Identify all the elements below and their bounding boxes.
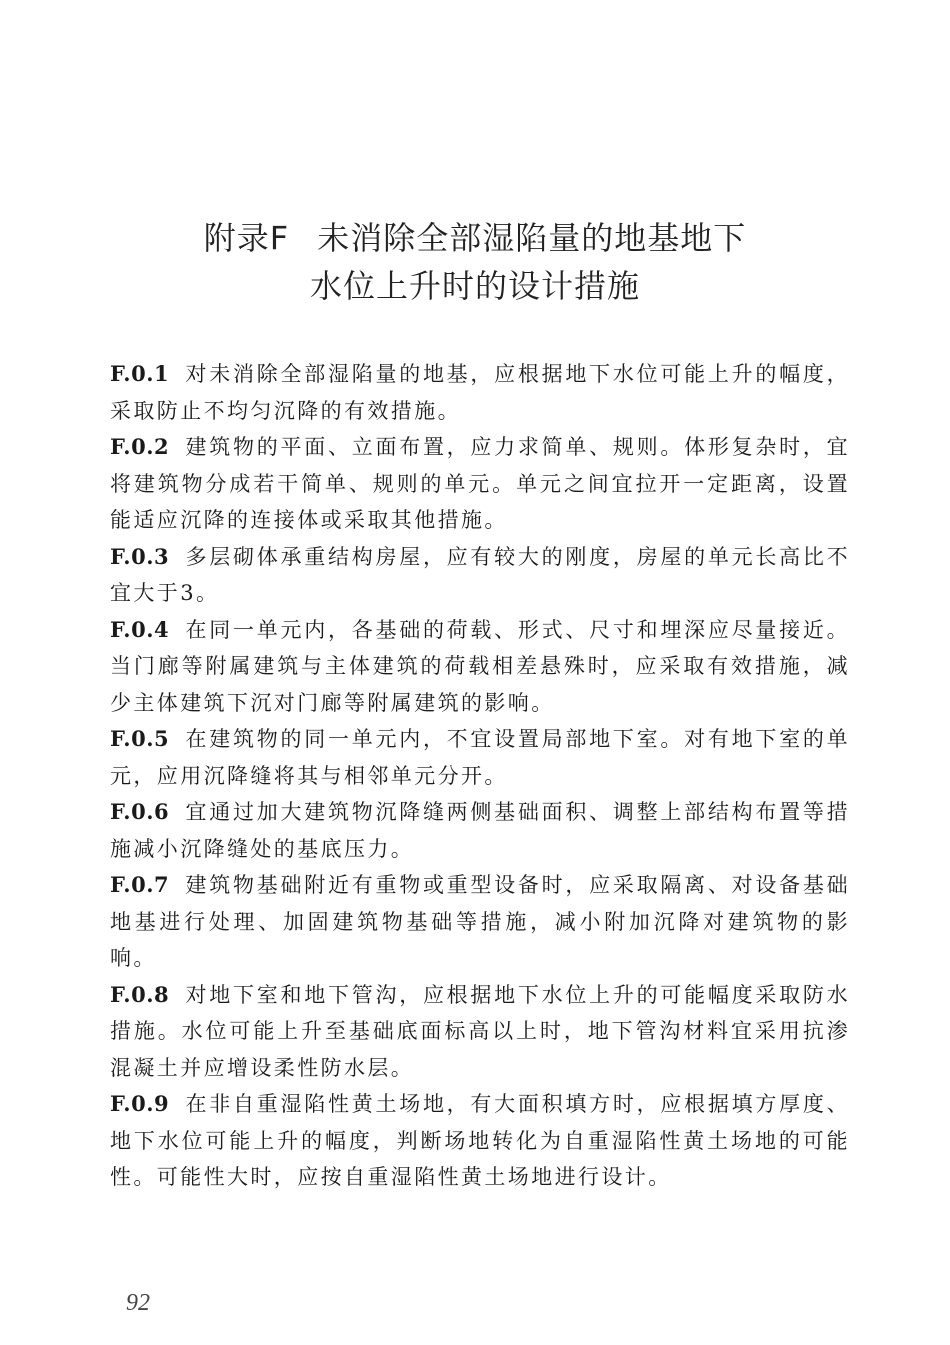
clause-text: 建筑物的平面、立面布置，应力求简单、规则。体形复杂时，宜将建筑物分成若干简单、规则的单元。单元之间宜拉开一定距离，设置能适应沉降的连接体或采取其他措施。 xyxy=(110,435,850,532)
page-number: 92 xyxy=(126,1290,150,1316)
clause-text: 在非自重湿陷性黄土场地，有大面积填方时，应根据填方厚度、地下水位可能上升的幅度，判断场地转化为自重湿陷性黄土场地的可能性。可能性大时，应按自重湿陷性黄土场地进行设计。 xyxy=(110,1092,850,1189)
clause-f-0-3 xyxy=(110,539,850,612)
clause-number: F.0.1 xyxy=(110,361,170,386)
appendix-title-line-1 xyxy=(0,218,950,258)
clause-f-0-9 xyxy=(110,1086,850,1196)
clause-f-0-8 xyxy=(110,977,850,1087)
clause-number: F.0.2 xyxy=(110,434,170,459)
clause-text: 在同一单元内，各基础的荷载、形式、尺寸和埋深应尽量接近。当门廊等附属建筑与主体建筑的荷载相差悬殊时，应采取有效措施，减少主体建筑下沉对门廊等附属建筑的影响。 xyxy=(110,617,850,715)
clause-text: 对地下室和地下管沟，应根据地下水位上升的可能幅度采取防水措施。水位可能上升至基础底面标高以上时，地下管沟材料宜采用抗渗混凝土并应增设柔性防水层。 xyxy=(110,982,850,1080)
clause-number: F.0.9 xyxy=(110,1091,170,1116)
appendix-label: 附录F xyxy=(203,219,290,257)
clause-number: F.0.7 xyxy=(110,872,170,897)
clause-f-0-7 xyxy=(110,867,850,977)
clause-number: F.0.5 xyxy=(110,726,170,751)
clause-f-0-4 xyxy=(110,612,850,722)
clause-number: F.0.4 xyxy=(110,616,170,642)
clause-text: 多层砌体承重结构房屋，应有较大的刚度，房屋的单元长高比不宜大于3。 xyxy=(110,544,850,605)
clause-list xyxy=(110,356,850,1196)
clause-number: F.0.6 xyxy=(110,799,170,824)
clause-f-0-5 xyxy=(110,721,850,794)
appendix-title-line-2 xyxy=(0,266,950,306)
clause-f-0-6 xyxy=(110,794,850,867)
clause-number: F.0.3 xyxy=(110,543,170,569)
clause-number: F.0.8 xyxy=(110,981,170,1007)
clause-text: 宜通过加大建筑物沉降缝两侧基础面积、调整上部结构布置等措施减小沉降缝处的基底压力。 xyxy=(110,800,850,861)
clause-text: 在建筑物的同一单元内，不宜设置局部地下室。对有地下室的单元，应用沉降缝将其与相邻单元分开。 xyxy=(110,727,850,788)
clause-text: 对未消除全部湿陷量的地基，应根据地下水位可能上升的幅度，采取防止不均匀沉降的有效措施。 xyxy=(110,362,850,423)
clause-f-0-2 xyxy=(110,429,850,539)
clause-text: 建筑物基础附近有重物或重型设备时，应采取隔离、对设备基础地基进行处理、加固建筑物基础等措施，减小附加沉降对建筑物的影响。 xyxy=(110,873,850,970)
appendix-title-text-1: 未消除全部湿陷量的地基地下 xyxy=(317,219,747,257)
clause-f-0-1 xyxy=(110,356,850,429)
appendix-title-text-2: 水位上升时的设计措施 xyxy=(309,267,640,305)
